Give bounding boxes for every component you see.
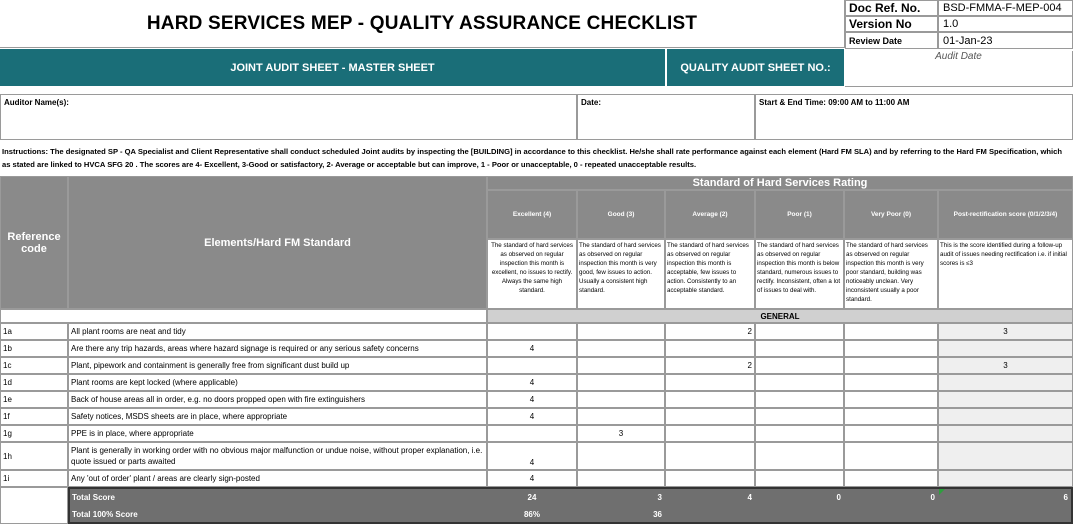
col-header-good: Good (3) [577,190,665,239]
row-1i-code: 1i [0,470,68,487]
row-1g-text: PPE is in place, where appropriate [68,425,487,442]
total-score-very-poor: 0 [844,489,938,505]
standard-rating-header: Standard of Hard Services Rating [487,176,1073,190]
row-1e-post[interactable] [938,391,1073,408]
total-100-excellent: 86% [487,506,577,522]
version-label: Version No [845,16,938,32]
row-1i-average[interactable] [665,470,755,487]
row-1g-good[interactable]: 3 [577,425,665,442]
total-score-average: 4 [665,489,755,505]
row-1c-average[interactable]: 2 [665,357,755,374]
col-desc-excellent: The standard of hard services as observed on regular inspection this month is excellent, no issues to rectify. Always the same high standard. [487,239,577,309]
page-title: HARD SERVICES MEP - QUALITY ASSURANCE CHECKLIST [0,0,845,48]
date-field[interactable]: Date: [577,94,755,140]
auditor-name-field[interactable]: Auditor Name(s): [0,94,577,140]
row-1h-post[interactable] [938,442,1073,470]
row-1e-good[interactable] [577,391,665,408]
row-1c-post[interactable]: 3 [938,357,1073,374]
col-desc-good: The standard of hard services as observed on regular inspection this month is very good, few issues to action. Usually a consistent high standard. [577,239,665,309]
total-score-poor: 0 [755,489,844,505]
col-header-average: Average (2) [665,190,755,239]
col-header-very-poor: Very Poor (0) [844,190,938,239]
elements-header: Elements/Hard FM Standard [68,176,487,309]
audit-date-field[interactable]: Audit Date [845,51,1073,87]
row-1b-code: 1b [0,340,68,357]
row-1f-average[interactable] [665,408,755,425]
row-1f-very-poor[interactable] [844,408,938,425]
row-1g-post[interactable] [938,425,1073,442]
row-1d-code: 1d [0,374,68,391]
row-1g-very-poor[interactable] [844,425,938,442]
row-1e-average[interactable] [665,391,755,408]
section-general: GENERAL [487,309,1073,323]
version-value: 1.0 [938,16,1073,32]
row-1i-text: Any 'out of order' plant / areas are clearly sign-posted [68,470,487,487]
row-1a-good[interactable] [577,323,665,340]
row-1b-good[interactable] [577,340,665,357]
row-1i-excellent[interactable]: 4 [487,470,577,487]
row-1a-code: 1a [0,323,68,340]
total-score-post: 6 [938,489,1071,505]
row-1g-code: 1g [0,425,68,442]
col-header-poor: Poor (1) [755,190,844,239]
total-score-good: 3 [577,489,665,505]
row-1h-excellent[interactable]: 4 [487,442,577,470]
col-desc-poor: The standard of hard services as observed on regular inspection this month is below standard, numerous issues to rectify. Inconsistent, often a lot of issues to deal with. [755,239,844,309]
doc-ref-value: BSD-FMMA-F-MEP-004 [938,0,1073,16]
row-1d-excellent[interactable]: 4 [487,374,577,391]
row-1h-good[interactable] [577,442,665,470]
row-1b-average[interactable] [665,340,755,357]
row-1i-very-poor[interactable] [844,470,938,487]
row-1f-post[interactable] [938,408,1073,425]
row-1e-text: Back of house areas all in order, e.g. no doors propped open with fire extinguishers [68,391,487,408]
row-1g-poor[interactable] [755,425,844,442]
row-1c-good[interactable] [577,357,665,374]
totals-spacer [0,487,68,524]
row-1h-average[interactable] [665,442,755,470]
col-desc-very-poor: The standard of hard services as observed on regular inspection this month is very poor standard, building was noticeably unclean. Very inconsistent usually a poor standard. [844,239,938,309]
row-1c-poor[interactable] [755,357,844,374]
row-1c-text: Plant, pipework and containment is generally free from significant dust build up [68,357,487,374]
row-1h-code: 1h [0,442,68,470]
review-date-value: 01-Jan-23 [938,32,1073,49]
row-1a-post[interactable]: 3 [938,323,1073,340]
cell-comment-marker-icon [939,489,945,495]
doc-ref-label: Doc Ref. No. [845,0,938,16]
row-1c-code: 1c [0,357,68,374]
row-1d-poor[interactable] [755,374,844,391]
row-1c-excellent[interactable] [487,357,577,374]
row-1f-excellent[interactable]: 4 [487,408,577,425]
row-1h-text: Plant is generally in working order with no obvious major malfunction or undue noise, without proper explanation, i.e. quote issued or parts awaited [68,442,487,470]
joint-audit-banner: JOINT AUDIT SHEET - MASTER SHEET [0,49,665,86]
row-1d-average[interactable] [665,374,755,391]
review-date-label: Review Date [845,32,938,49]
col-header-post-rectification: Post-rectification score (0/1/2/3/4) [938,190,1073,239]
row-1f-code: 1f [0,408,68,425]
row-1f-poor[interactable] [755,408,844,425]
row-1a-poor[interactable] [755,323,844,340]
row-1d-good[interactable] [577,374,665,391]
row-1a-excellent[interactable] [487,323,577,340]
row-1e-very-poor[interactable] [844,391,938,408]
row-1g-average[interactable] [665,425,755,442]
qa-sheet-no-label: QUALITY AUDIT SHEET NO.: [667,49,844,86]
total-score-label: Total Score [70,489,487,505]
row-1i-good[interactable] [577,470,665,487]
row-1d-post[interactable] [938,374,1073,391]
row-1i-post[interactable] [938,470,1073,487]
total-score-excellent: 24 [487,489,577,505]
row-1i-poor[interactable] [755,470,844,487]
row-1c-very-poor[interactable] [844,357,938,374]
total-100-label: Total 100% Score [70,506,487,522]
total-100-good: 36 [577,506,665,522]
col-desc-post-rectification: This is the score identified during a follow-up audit of issues needing rectification i.e. if initial scores is ≤3 [938,239,1073,309]
row-1f-good[interactable] [577,408,665,425]
row-1h-very-poor[interactable] [844,442,938,470]
row-1a-average[interactable]: 2 [665,323,755,340]
col-header-excellent: Excellent (4) [487,190,577,239]
row-1e-poor[interactable] [755,391,844,408]
section-spacer [0,309,487,323]
row-1a-very-poor[interactable] [844,323,938,340]
row-1b-poor[interactable] [755,340,844,357]
row-1b-excellent[interactable]: 4 [487,340,577,357]
row-1b-very-poor[interactable] [844,340,938,357]
col-desc-average: The standard of hard services as observed on regular inspection this month is acceptable, few issues to action. Consistently to an acceptable standard. [665,239,755,309]
row-1b-post[interactable] [938,340,1073,357]
row-1e-code: 1e [0,391,68,408]
row-1f-text: Safety notices, MSDS sheets are in place, where appropriate [68,408,487,425]
start-end-time-field[interactable]: Start & End Time: 09:00 AM to 11:00 AM [755,94,1073,140]
reference-code-header: Reference code [0,176,68,309]
row-1e-excellent[interactable]: 4 [487,391,577,408]
row-1d-text: Plant rooms are kept locked (where applicable) [68,374,487,391]
row-1g-excellent[interactable] [487,425,577,442]
row-1d-very-poor[interactable] [844,374,938,391]
row-1h-poor[interactable] [755,442,844,470]
row-1a-text: All plant rooms are neat and tidy [68,323,487,340]
instructions-text: Instructions: The designated SP - QA Specialist and Client Representative shall conduct scheduled Joint audits by inspecting the [BUILDING] in accordance to this checklist. He/she shall rate performance against each element (Hard FM SLA) and by referring to the Hard FM Specification, which as stated are linked to HVCA SFG 20 . The scores are 4- Excellent, 3-Good or satisfactory, 2- Average or acceptable but can improve, 1 - Poor or unacceptable, 0 - repeated unacceptable results. [2,147,1062,169]
row-1b-text: Are there any trip hazards, areas where hazard signage is required or any serious safety concerns [68,340,487,357]
